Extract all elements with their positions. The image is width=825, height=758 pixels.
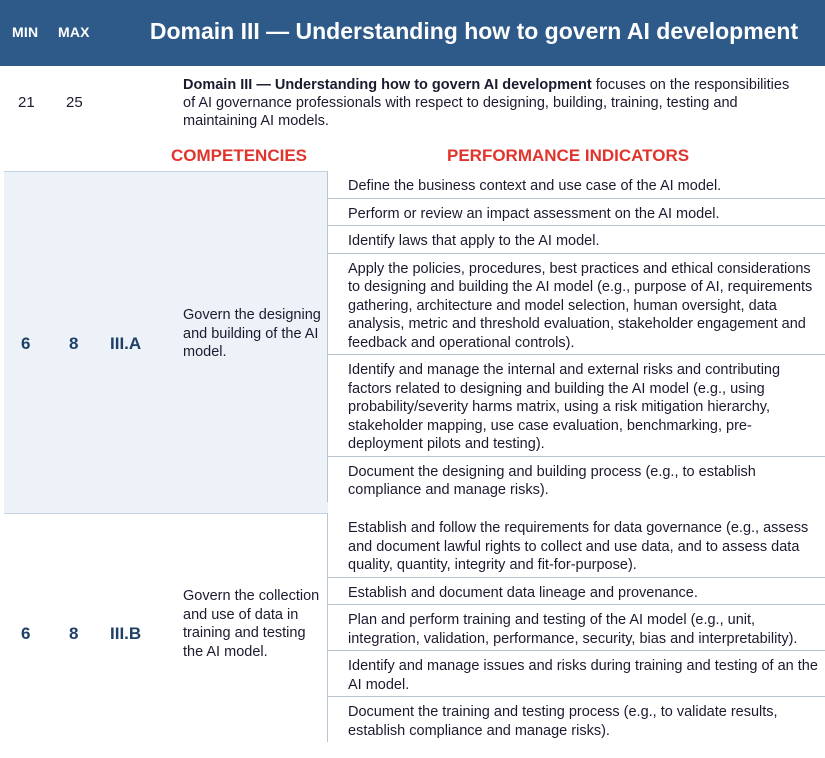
section-max-value: 8 — [69, 334, 79, 353]
performance-indicator: Establish and document data lineage and provenance. — [328, 578, 825, 606]
competency-text: Govern the designing and building of the AI model. — [183, 307, 321, 360]
section-iii-a — [4, 171, 328, 513]
section-min-value: 6 — [21, 624, 31, 643]
section-max-value: 8 — [69, 624, 79, 643]
min-column-label: MIN — [12, 24, 39, 40]
section-id: III.A — [110, 334, 142, 353]
domain-max-value: 25 — [66, 94, 83, 111]
indicators-iii-b — [327, 513, 825, 742]
performance-indicators-heading: PERFORMANCE INDICATORS — [447, 146, 690, 165]
performance-indicator: Identify and manage issues and risks during training and testing of an the AI model. — [328, 651, 825, 697]
section-iii-b — [4, 513, 328, 750]
domain-description-text: focuses on the responsibilities of AI governance professionals with respect to designing, building, training, testing and maintaining AI models. — [183, 77, 790, 129]
performance-indicator: Define the business context and use case of the AI model. — [328, 171, 825, 199]
performance-indicator: Perform or review an impact assessment on the AI model. — [328, 199, 825, 227]
performance-indicator: Plan and perform training and testing of the AI model (e.g., unit, integration, validation, performance, security, bias and interpretability). — [328, 605, 825, 651]
performance-indicator: Establish and follow the requirements for data governance (e.g., assess and document lawful rights to collect and use data, and to assess data quality, quantity, integrity and fit-for-purpose). — [328, 513, 825, 578]
domain-min-value: 21 — [18, 94, 35, 111]
competencies-heading: COMPETENCIES — [171, 146, 308, 165]
domain-title: Domain III — Understanding how to govern AI development — [149, 18, 799, 44]
domain-description — [183, 76, 803, 130]
performance-indicator: Identify laws that apply to the AI model. — [328, 226, 825, 254]
performance-indicator: Identify and manage the internal and external risks and contributing factors related to designing and building the AI model (e.g., using probability/severity harms matrix, using a risk mitigation hierarchy, stakeholder mapping, use case evaluation, benchmarking, pre-deployment pilots and testing). — [328, 355, 825, 457]
max-column-label: MAX — [58, 24, 90, 40]
section-min-value: 6 — [21, 334, 31, 353]
domain-description-bold: Domain III — Understanding how to govern AI development — [183, 77, 592, 93]
performance-indicator: Apply the policies, procedures, best practices and ethical considerations to designing and building the AI model (e.g., purpose of AI, requirements gathering, architecture and model selection, human oversight, data analysis, metric and threshold evaluation, stakeholder engagement and feedback and operational controls). — [328, 254, 825, 356]
section-id: III.B — [110, 624, 142, 643]
indicators-iii-a — [327, 171, 825, 502]
performance-indicator: Document the training and testing process (e.g., to validate results, establish compliance and manage risks). — [348, 704, 778, 739]
performance-indicator: Document the designing and building process (e.g., to establish compliance and manage risks). — [348, 463, 756, 498]
domain-header — [0, 0, 825, 66]
competency-text: Govern the collection and use of data in training and testing the AI model. — [183, 588, 320, 660]
